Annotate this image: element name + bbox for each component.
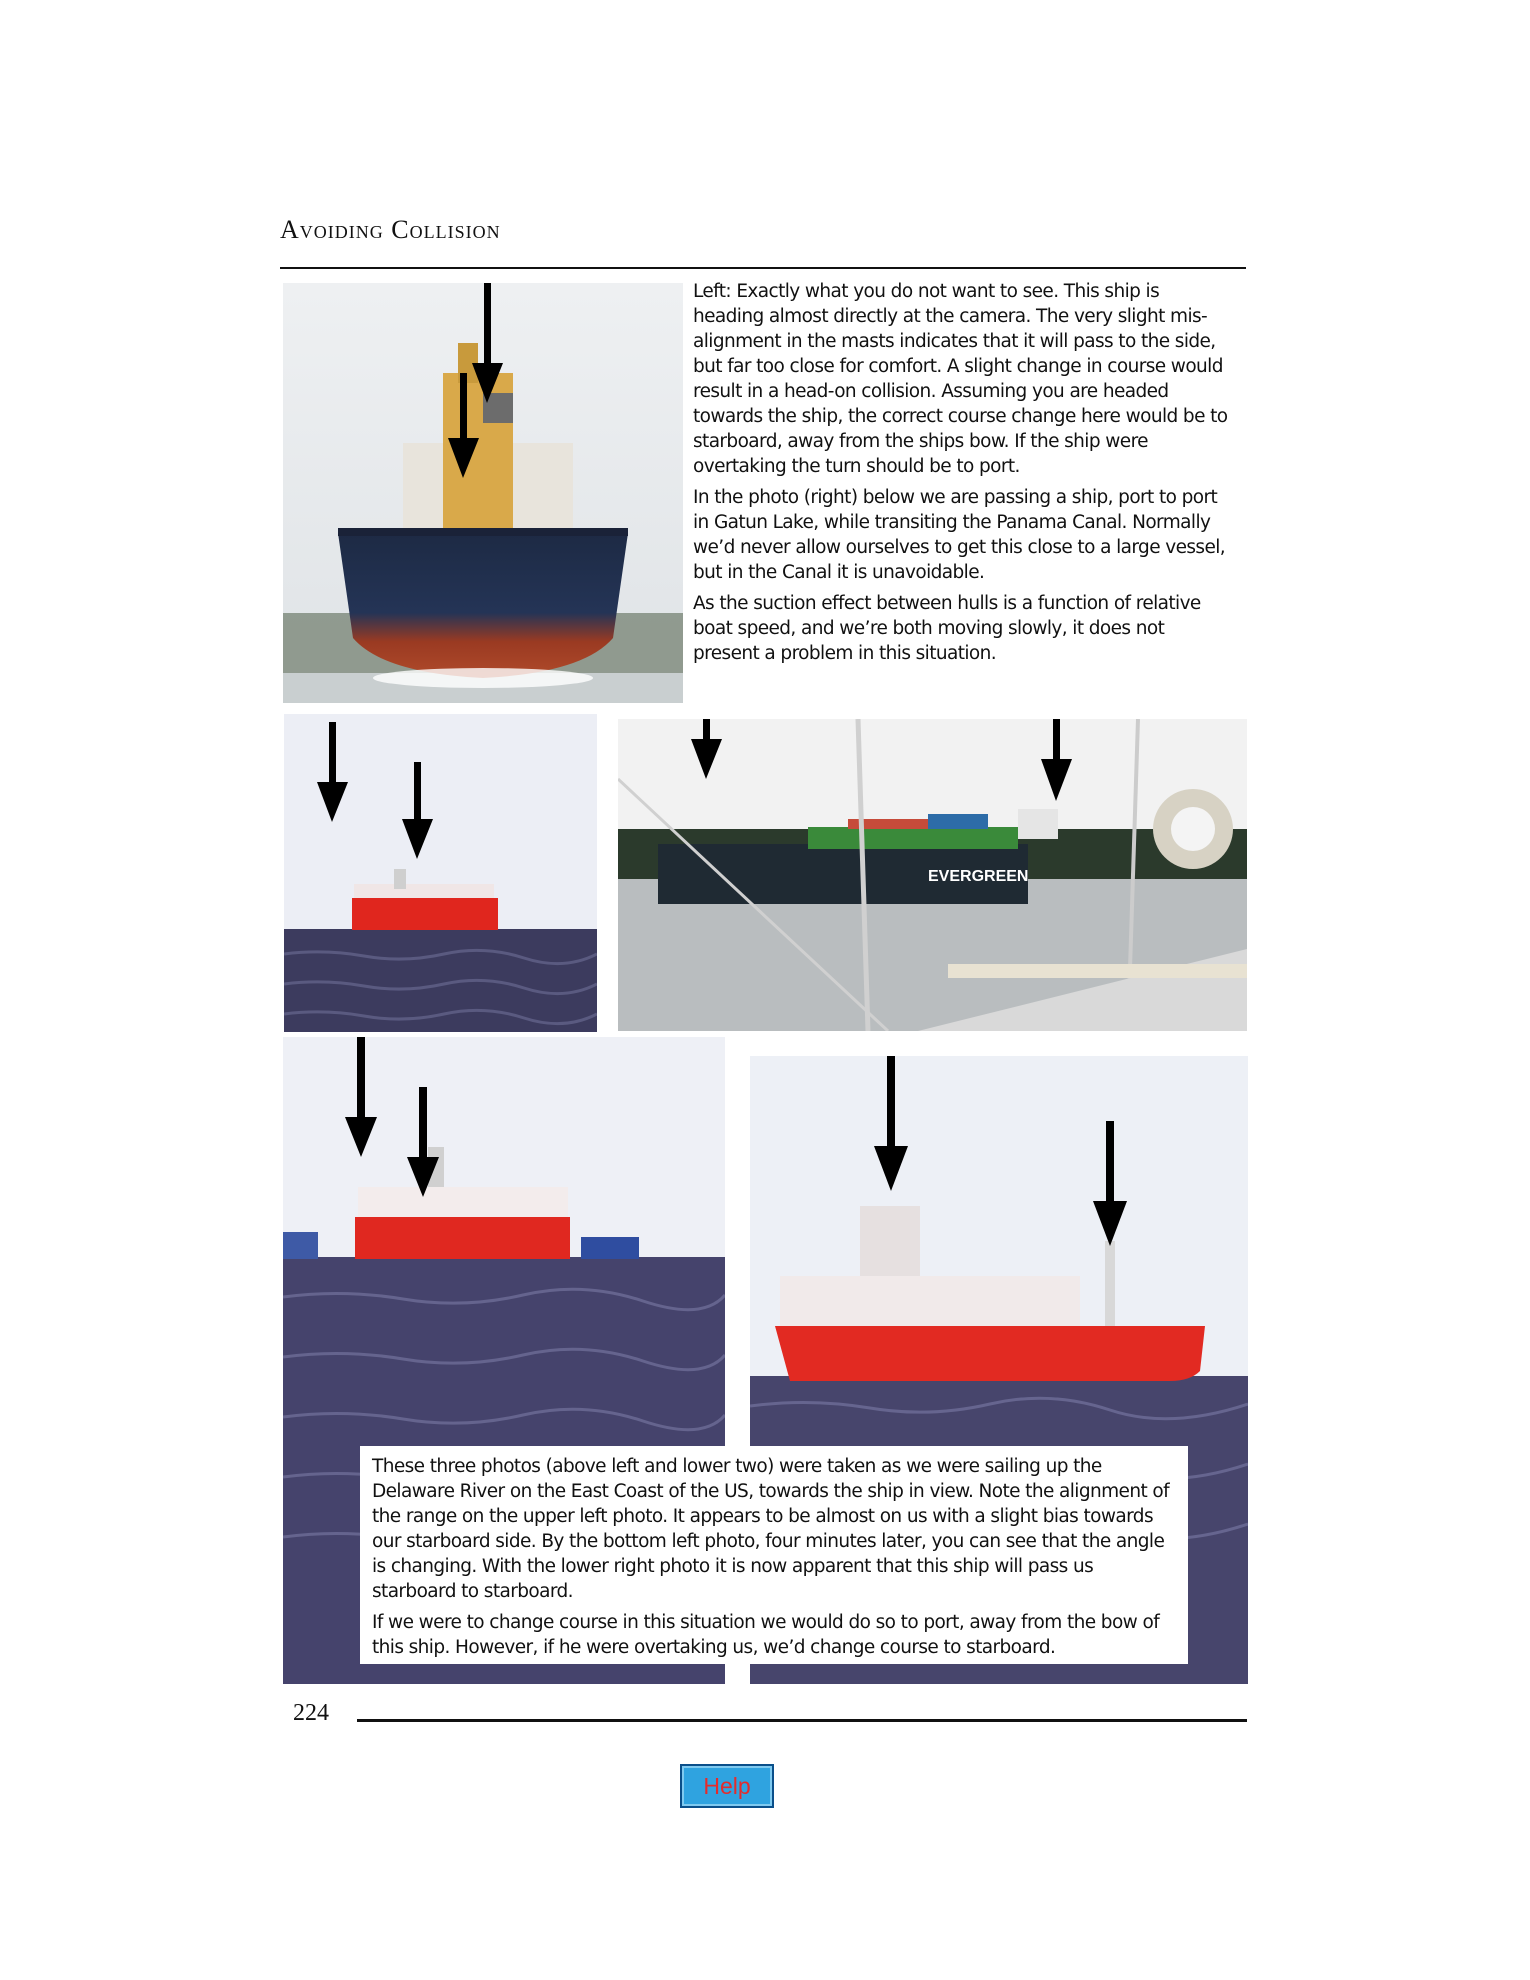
footer-rule	[357, 1719, 1247, 1722]
help-button[interactable]: Help	[680, 1764, 774, 1808]
photo-evergreen-ship	[618, 719, 1247, 1031]
header-rule	[280, 267, 1246, 269]
photo-distant-red-tanker	[284, 714, 597, 1032]
evergreen-hull-text: EVERGREEN	[928, 868, 1029, 885]
caption-paragraph: If we were to change course in this situation we would do so to port, away from the bow of this ship. However, if he were overtaking us, we’d change course to starboard.	[372, 1612, 1160, 1658]
page-number: 224	[293, 1700, 329, 1726]
photo-head-on-ship	[283, 283, 683, 703]
caption-paragraph: These three photos (above left and lower two) were taken as we were sailing up the Delaware River on the East Coast of the US, towards the ship in view. Note the alignment of the range on the upper left photo. It appears to be almost on us with a slight bias towards our starboard side. By the bottom left photo, four minutes later, you can see that the angle is changing. With the lower right photo it is now apparent that this ship will pass us starboard to starboard.	[372, 1456, 1170, 1602]
intro-paragraph: In the photo (right) below we are passing a ship, port to port in Gatun Lake, while transiting the Panama Canal. Normally we’d never allow ourselves to get this close to a large vessel, but in the Canal it is unavoidable.	[693, 487, 1226, 583]
intro-paragraph: Left: Exactly what you do not want to see. This ship is heading almost directly at the camera. The very slight mis-alignment in the masts indicates that it will pass to the side, but far too close for comfort. A slight change in course would result in a head-on collision. Assuming you are headed towards the ship, the correct course change here would be to starboard, away from the ships bow. If the ship were overtaking the turn should be to port.	[693, 281, 1228, 477]
page-header-title: Avoiding Collision	[280, 215, 501, 244]
intro-paragraph: As the suction effect between hulls is a function of relative boat speed, and we’re both moving slowly, it does not present a problem in this situation.	[693, 593, 1201, 664]
intro-text	[693, 279, 1233, 672]
photo-caption-box	[360, 1446, 1188, 1664]
